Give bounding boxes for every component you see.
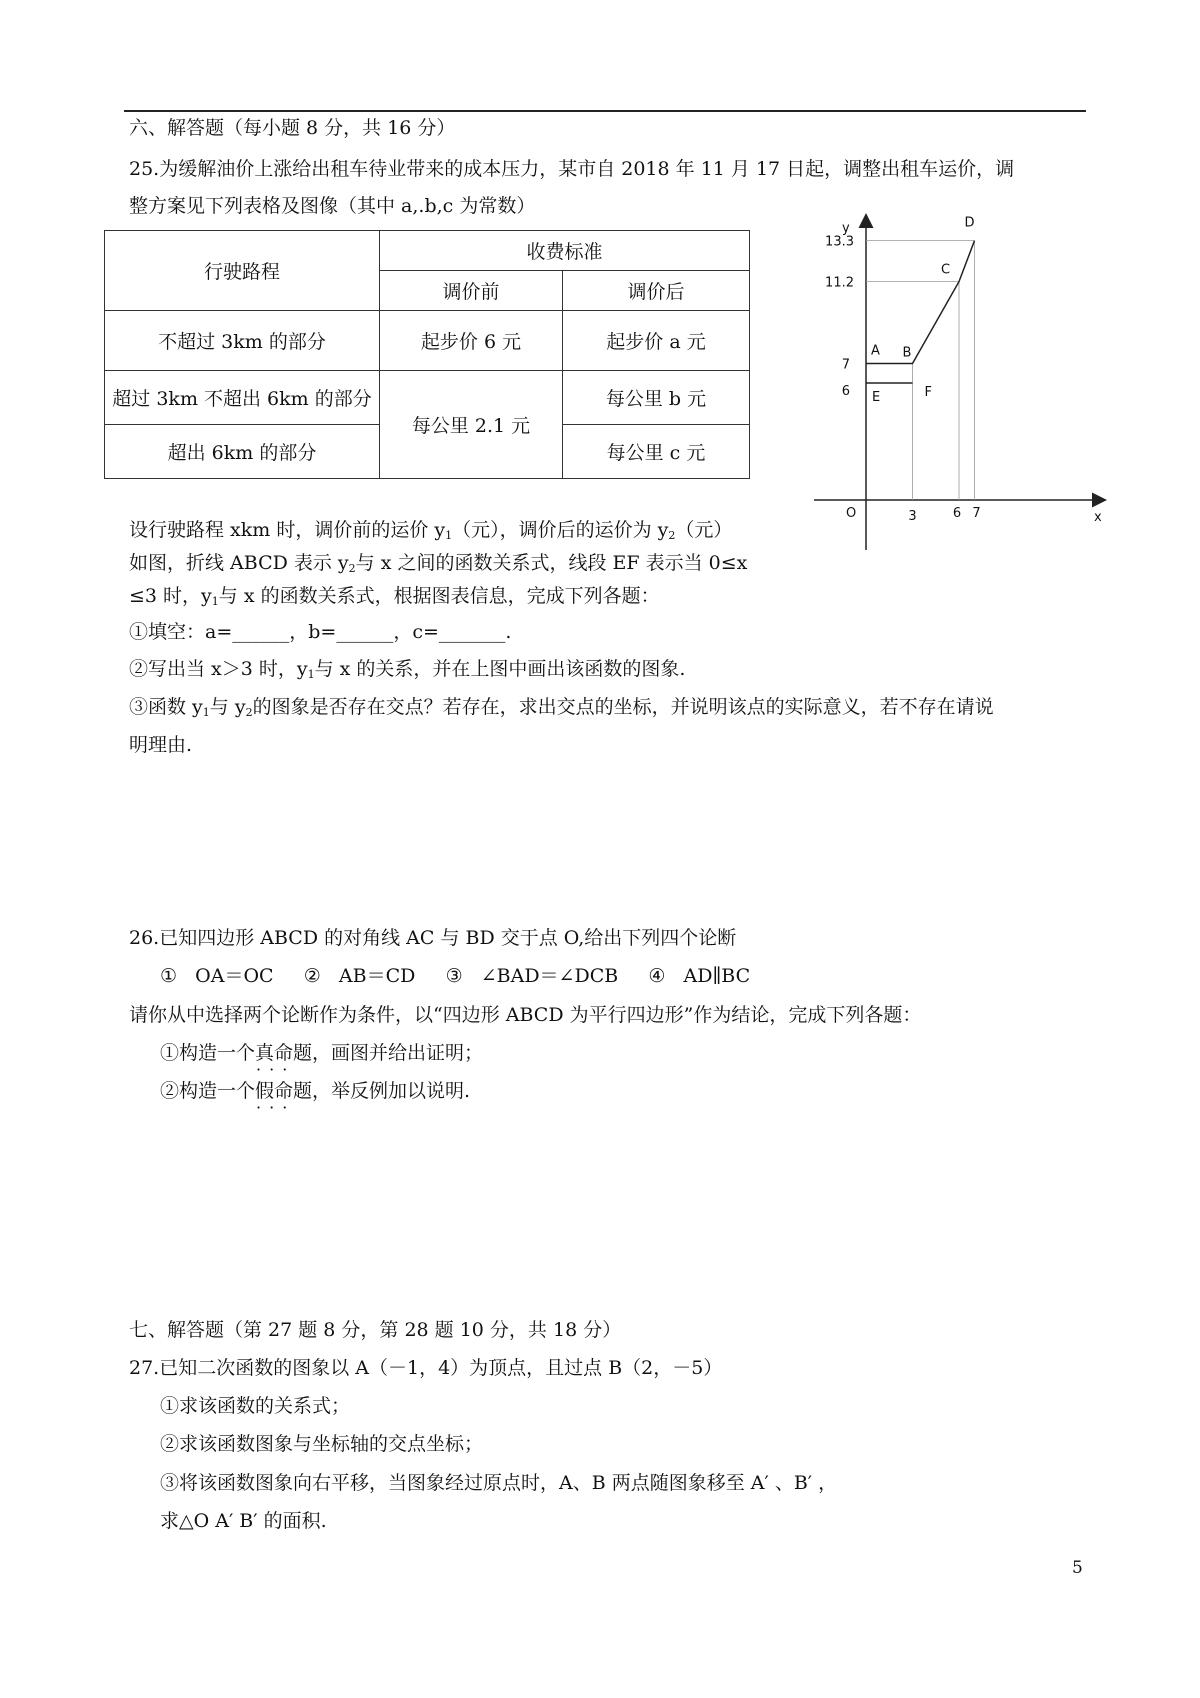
q25-line1: 25.为缓解油价上涨给出租车待业带来的成本压力，某市自 2018 年 11 月 17 日起，调整出租车运价，调 xyxy=(129,158,1015,180)
point-label-c: C xyxy=(941,262,951,278)
q27-part1: ①求该函数的关系式； xyxy=(160,1395,351,1417)
point-label-b: B xyxy=(902,345,912,361)
page-number: 5 xyxy=(1072,1558,1083,1578)
y-axis-label: y xyxy=(842,221,850,236)
guide-lines xyxy=(866,241,975,500)
row2-before: 每公里 2.1 元 xyxy=(380,371,563,479)
col-header-fee: 收费标准 xyxy=(380,231,750,271)
y-tick-13.3: 13.3 xyxy=(825,234,854,250)
row3-distance: 超出 6km 的部分 xyxy=(105,425,380,479)
origin-label: O xyxy=(846,506,857,521)
q26-part2: ②构造一个假命题 · · ·，举反例加以说明. xyxy=(160,1079,470,1103)
q26-line1: 26.已知四边形 ABCD 的对角线 AC 与 BD 交于点 O,给出下列四个论断 xyxy=(129,927,737,949)
row1-distance: 不超过 3km 的部分 xyxy=(105,311,380,371)
point-label-f: F xyxy=(924,385,932,400)
y-tick-7: 7 xyxy=(841,357,850,373)
q25-part3-cont: 明理由. xyxy=(129,734,193,756)
x-tick-7: 7 xyxy=(972,506,981,521)
section6-heading: 六、解答题（每小题 8 分，共 16 分） xyxy=(129,117,456,139)
emphasis-true-proposition: 真命题 · · · xyxy=(255,1041,312,1065)
col-header-before: 调价前 xyxy=(380,271,563,311)
row3-after: 每公里 c 元 xyxy=(563,425,750,479)
x-tick-3: 3 xyxy=(908,509,917,524)
col-header-distance: 行驶路程 xyxy=(105,231,380,311)
q25-text1: 设行驶路程 xkm 时，调价前的运价 $y_1$（元），调价后的运价为 $y_2$（元） xyxy=(129,519,733,542)
q26-conditions: ① OA＝OC ② AB＝CD ③ ∠BAD＝∠DCB ④ AD∥BC xyxy=(160,965,751,987)
fee-table xyxy=(104,230,750,479)
q25-line2: 整方案见下列表格及图像（其中 a,.b,c 为常数） xyxy=(129,195,536,217)
q26-line3: 请你从中选择两个论断作为条件，以“四边形 ABCD 为平行四边形”作为结论，完成下列各题： xyxy=(129,1004,922,1026)
q27-part3: ③将该函数图象向右平移，当图象经过原点时，A、B 两点随图象移至 A′ 、B′ ， xyxy=(160,1472,838,1494)
q25-part2: ②写出当 x＞3 时，$y_1$与 x 的关系，并在上图中画出该函数的图象. xyxy=(129,658,686,681)
q25-text2: 如图，折线 ABCD 表示 $y_2$与 x 之间的函数关系式，线段 EF 表示当 0≤x xyxy=(129,552,748,575)
row1-after: 起步价 a 元 xyxy=(563,311,750,371)
emphasis-false-proposition: 假命题 · · · xyxy=(255,1079,312,1103)
polyline-abcd xyxy=(866,241,975,364)
y-tick-11.2: 11.2 xyxy=(825,275,854,291)
x-tick-6: 6 xyxy=(952,506,962,521)
q26-part1: ①构造一个真命题 · · ·，画图并给出证明； xyxy=(160,1041,483,1065)
row2-after: 每公里 b 元 xyxy=(563,371,750,425)
point-label-a: A xyxy=(871,343,880,359)
q25-part3: ③函数 $y_1$与 $y_2$的图象是否存在交点？若存在，求出交点的坐标，并说明该点的实际意义，若不存在请说 xyxy=(129,696,994,719)
row1-before: 起步价 6 元 xyxy=(380,311,563,371)
q27-line1: 27.已知二次函数的图象以 A（－1，4）为顶点，且过点 B（2，－5） xyxy=(129,1357,723,1379)
point-label-e: E xyxy=(872,390,881,405)
y-tick-6: 6 xyxy=(841,384,850,399)
x-axis-label: x xyxy=(1094,510,1102,525)
row2-distance: 超过 3km 不超出 6km 的部分 xyxy=(105,371,380,425)
q25-text3: ≤3 时，$y_1$与 x 的函数关系式，根据图表信息，完成下列各题： xyxy=(129,585,660,608)
point-label-d: D xyxy=(964,215,975,231)
fare-graph xyxy=(810,212,1110,552)
col-header-after: 调价后 xyxy=(563,271,750,311)
header-rule xyxy=(124,110,1086,112)
q27-part3-cont: 求△O A′ B′ 的面积. xyxy=(160,1510,327,1532)
q25-fill-blank: ①填空：a=______，b=______，c=_______. xyxy=(129,621,512,643)
section7-heading: 七、解答题（第 27 题 8 分，第 28 题 10 分，共 18 分） xyxy=(129,1319,622,1341)
q27-part2: ②求该函数图象与坐标轴的交点坐标； xyxy=(160,1433,484,1455)
